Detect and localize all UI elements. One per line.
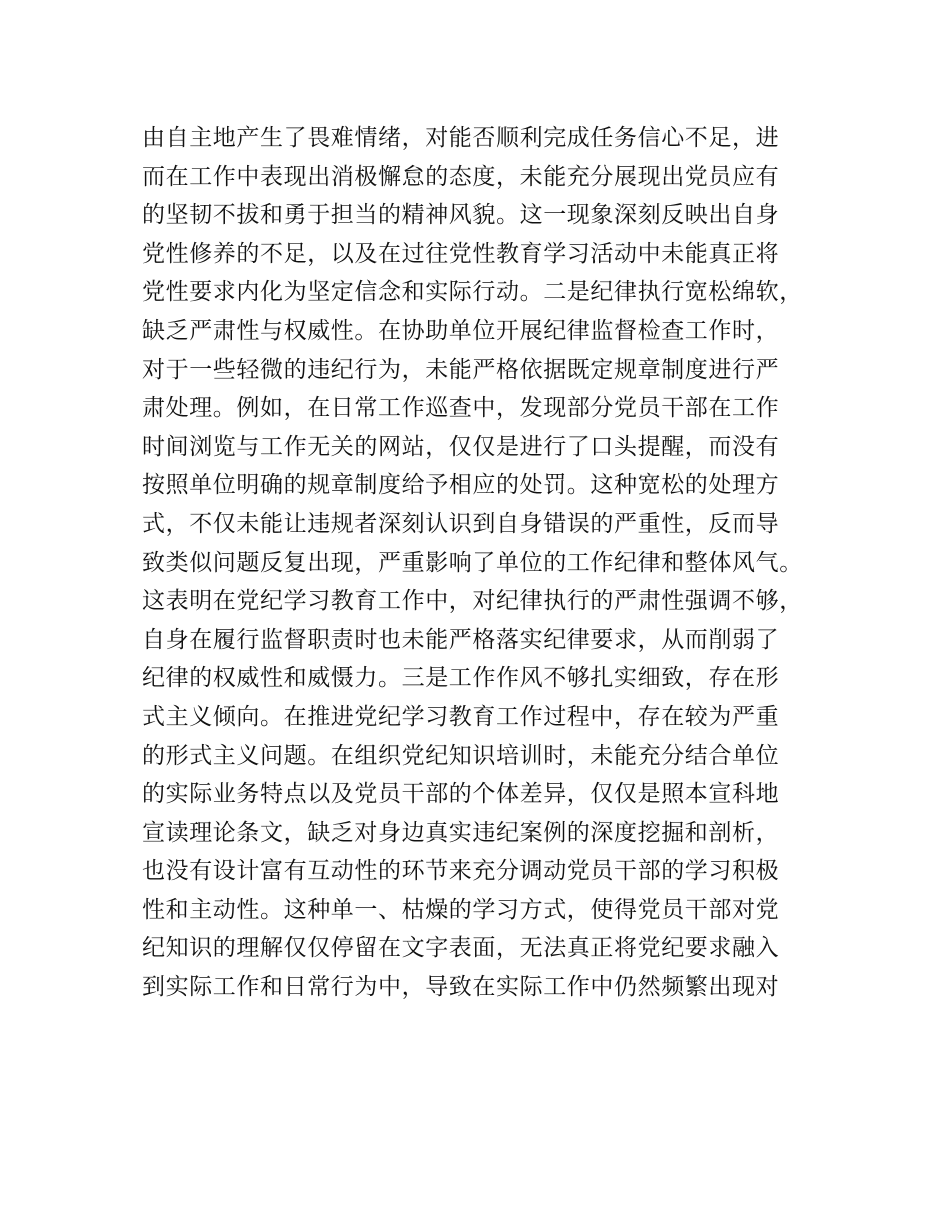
text-line: 致类似问题反复出现，严重影响了单位的工作纪律和整体风气。 xyxy=(142,549,803,576)
text-line: 时间浏览与工作无关的网站，仅仅是进行了口头提醒，而没有 xyxy=(142,433,780,460)
text-line: 式主义倾向。在推进党纪学习教育工作过程中，存在较为严重 xyxy=(142,703,780,730)
text-line: 党性要求内化为坚定信念和实际行动。二是纪律执行宽松绵软， xyxy=(142,279,803,306)
text-line: 由自主地产生了畏难情绪，对能否顺利完成任务信心不足，进 xyxy=(142,125,780,151)
text-line: 对于一些轻微的违纪行为，未能严格依据既定规章制度进行严 xyxy=(142,356,780,383)
text-line: 纪知识的理解仅仅停留在文字表面，无法真正将党纪要求融入 xyxy=(142,935,780,962)
text-line: 纪律的权威性和威慑力。三是工作作风不够扎实细致，存在形 xyxy=(142,665,780,692)
text-line: 缺乏严肃性与权威性。在协助单位开展纪律监督检查工作时， xyxy=(142,317,780,344)
text-line: 自身在履行监督职责时也未能严格落实纪律要求，从而削弱了 xyxy=(142,626,780,653)
text-line: 这表明在党纪学习教育工作中，对纪律执行的严肃性强调不够， xyxy=(142,588,803,615)
text-line: 也没有设计富有互动性的环节来充分调动党员干部的学习积极 xyxy=(142,858,780,885)
body-text xyxy=(142,119,842,1007)
text-line: 而在工作中表现出消极懈怠的态度，未能充分展现出党员应有 xyxy=(142,163,780,190)
text-line: 的坚韧不拔和勇于担当的精神风貌。这一现象深刻反映出自身 xyxy=(142,202,780,229)
text-line: 的形式主义问题。在组织党纪知识培训时，未能充分结合单位 xyxy=(142,742,780,769)
text-line: 的实际业务特点以及党员干部的个体差异，仅仅是照本宣科地 xyxy=(142,781,780,808)
text-line: 肃处理。例如，在日常工作巡查中，发现部分党员干部在工作 xyxy=(142,395,780,422)
text-line: 性和主动性。这种单一、枯燥的学习方式，使得党员干部对党 xyxy=(142,896,780,923)
text-line: 式，不仅未能让违规者深刻认识到自身错误的严重性，反而导 xyxy=(142,510,780,537)
text-line: 宣读理论条文，缺乏对身边真实违纪案例的深度挖掘和剖析， xyxy=(142,819,780,846)
text-line: 按照单位明确的规章制度给予相应的处罚。这种宽松的处理方 xyxy=(142,472,780,499)
text-line: 到实际工作和日常行为中，导致在实际工作中仍然频繁出现对 xyxy=(142,974,780,1001)
text-line: 党性修养的不足，以及在过往党性教育学习活动中未能真正将 xyxy=(142,240,780,267)
